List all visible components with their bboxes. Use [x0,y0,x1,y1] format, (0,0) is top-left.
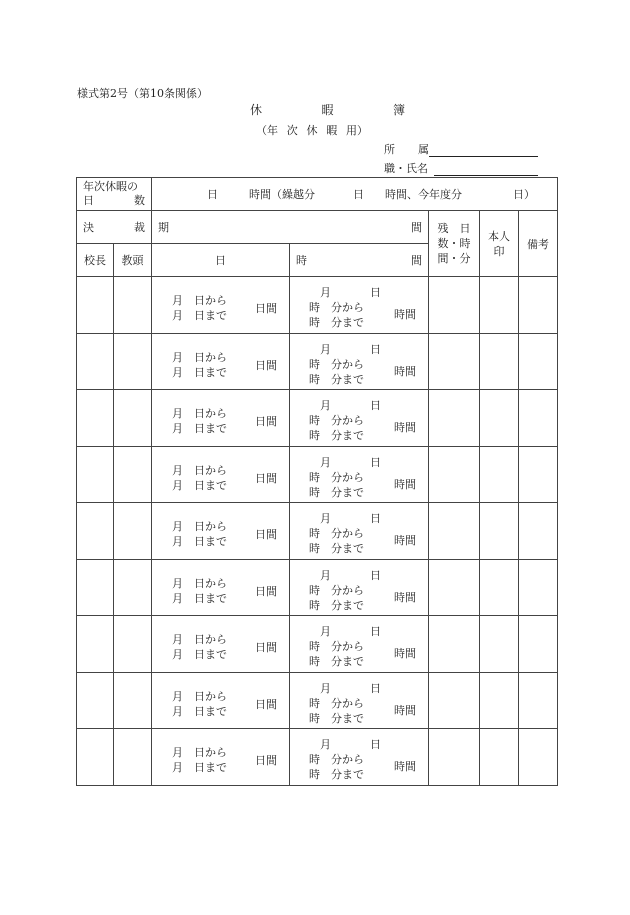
time-period-cell[interactable] [290,333,429,390]
time-month: 月 [320,455,331,469]
label-char: 決 [83,221,94,234]
label-line: 本人 [488,229,510,243]
seal-label [480,211,519,277]
header-row-approval [77,211,558,244]
subtitle-char: 次 [286,124,298,137]
principal-seal-cell[interactable] [77,672,114,729]
remarks-cell[interactable] [519,390,558,447]
label-line: 年次休暇の [83,180,138,193]
day-duration: 日間 [255,528,277,541]
seal-cell[interactable] [480,559,519,616]
time-duration: 時間 [394,421,416,434]
remarks-cell[interactable] [519,672,558,729]
remarks-label: 備考 [519,211,558,277]
days-unit: 日 [207,188,218,201]
day-to: 月 日まで [172,761,227,774]
seal-cell[interactable] [480,390,519,447]
day-from: 月 日から [172,350,227,364]
day-to: 月 日まで [172,535,227,548]
time-period-cell[interactable] [290,446,429,503]
principal-label: 校長 [77,244,114,277]
time-to: 時 分まで [309,598,364,612]
seal-cell[interactable] [480,729,519,786]
seal-cell[interactable] [480,333,519,390]
seal-cell[interactable] [480,503,519,560]
remaining-label [429,211,480,277]
days-unit: 日） [513,188,535,201]
day-from: 月 日から [172,576,227,590]
principal-seal-cell[interactable] [77,277,114,334]
table-row [77,446,558,503]
time-month: 月 [320,625,331,638]
day-to: 月 日まで [172,648,227,661]
label-char: 属 [418,143,429,156]
day-col-label: 日 [152,244,290,277]
time-from: 時 分から [309,357,364,371]
day-period-cell[interactable] [152,729,290,786]
time-from: 時 分から [309,301,364,314]
title-char: 暇 [321,103,334,117]
principal-seal-cell[interactable] [77,503,114,560]
subtitle-char: 用） [346,124,368,137]
time-period-cell[interactable] [290,672,429,729]
time-col-label [290,244,429,277]
time-month: 月 [320,512,331,525]
time-duration: 時間 [394,308,416,321]
day-to: 月 日まで [172,704,227,718]
vice-principal-seal-cell[interactable] [114,390,152,447]
affiliation-input-line[interactable] [429,145,538,157]
remaining-cell[interactable] [429,559,480,616]
time-to: 時 分まで [309,316,364,329]
remaining-cell[interactable] [429,616,480,673]
time-month: 月 [320,342,331,356]
table-row [77,390,558,447]
day-to: 月 日まで [172,365,227,379]
remaining-cell[interactable] [429,277,480,334]
day-from: 月 日から [172,463,227,477]
title-char: 簿 [392,103,405,117]
remarks-cell[interactable] [519,277,558,334]
subtitle-char: 暇 [326,124,338,137]
time-to: 時 分まで [309,429,364,442]
remaining-cell[interactable] [429,446,480,503]
day-period-cell[interactable] [152,333,290,390]
seal-cell[interactable] [480,446,519,503]
day-period-cell[interactable] [152,446,290,503]
time-duration: 時間 [394,647,416,660]
day-duration: 日間 [255,302,277,315]
seal-cell[interactable] [480,616,519,673]
principal-seal-cell[interactable] [77,333,114,390]
remarks-cell[interactable] [519,616,558,673]
time-month: 月 [320,738,331,751]
label-line: 印 [493,244,505,258]
time-duration: 時間 [394,590,416,604]
time-duration: 時間 [394,760,416,773]
subtitle-char: 休 [306,124,318,137]
day-duration: 日間 [255,641,277,654]
vice-principal-seal-cell[interactable] [114,672,152,729]
remaining-cell[interactable] [429,503,480,560]
time-from: 時 分から [309,753,364,766]
day-to: 月 日まで [172,478,227,492]
title-char: 休 [250,103,263,117]
vice-principal-seal-cell[interactable] [114,446,152,503]
table-row [77,672,558,729]
day-from: 月 日から [172,689,227,703]
time-duration: 時間 [394,703,416,717]
seal-cell[interactable] [480,672,519,729]
principal-seal-cell[interactable] [77,616,114,673]
subtitle-char: （年 [256,124,278,137]
carryover-label: 時間（繰越分 [249,188,315,201]
label-char: 間 [411,221,422,234]
day-period-cell[interactable] [152,559,290,616]
remaining-cell[interactable] [429,729,480,786]
time-from: 時 分から [309,414,364,427]
day-from: 月 日から [172,520,227,533]
time-period-cell[interactable] [290,559,429,616]
remaining-cell[interactable] [429,672,480,729]
table-row [77,559,558,616]
day-duration: 日間 [255,697,277,711]
vice-principal-seal-cell[interactable] [114,277,152,334]
remarks-cell[interactable] [519,446,558,503]
table-row [77,277,558,334]
day-from: 月 日から [172,294,227,307]
vice-principal-seal-cell[interactable] [114,333,152,390]
label-line: 残 日 [437,222,471,235]
period-label [152,211,429,244]
time-from: 時 分から [309,696,364,710]
time-to: 時 分まで [309,372,364,386]
annual-days-label [77,178,152,211]
time-day: 日 [370,455,381,469]
time-day: 日 [370,681,381,695]
position-name-input-line[interactable] [434,164,538,176]
time-day: 日 [370,286,381,299]
current-year-label: 時間、今年度分 [385,188,462,201]
day-to: 月 日まで [172,422,227,435]
day-period-cell[interactable] [152,672,290,729]
affiliation-label [384,141,429,157]
remarks-cell[interactable] [519,503,558,560]
vice-principal-seal-cell[interactable] [114,559,152,616]
principal-seal-cell[interactable] [77,446,114,503]
time-duration: 時間 [394,364,416,378]
time-period-cell[interactable] [290,277,429,334]
day-duration: 日間 [255,754,277,767]
header-row-annual-days [77,178,558,211]
page-title [250,101,405,118]
time-period-cell[interactable] [290,616,429,673]
seal-cell[interactable] [480,277,519,334]
days-unit: 日 [353,188,364,201]
time-day: 日 [370,568,381,582]
day-from: 月 日から [172,746,227,759]
vice-principal-seal-cell[interactable] [114,729,152,786]
position-name-label: 職・氏名 [384,162,428,175]
label-line: 間・分 [437,252,471,265]
day-to: 月 日まで [172,309,227,322]
label-char: 日 [83,194,94,207]
time-day: 日 [370,342,381,356]
time-period-cell[interactable] [290,390,429,447]
day-duration: 日間 [255,415,277,428]
vice-principal-label: 教頭 [114,244,152,277]
label-char: 数 [134,194,145,207]
time-duration: 時間 [394,534,416,547]
leave-ledger-table [76,177,558,786]
table-row [77,616,558,673]
time-month: 月 [320,399,331,412]
label-char: 時 [296,254,307,267]
time-period-cell[interactable] [290,503,429,560]
vice-principal-seal-cell[interactable] [114,503,152,560]
table-row [77,333,558,390]
approval-label [77,211,152,244]
time-day: 日 [370,625,381,638]
position-name-field [384,160,538,176]
day-from: 月 日から [172,633,227,646]
time-from: 時 分から [309,527,364,540]
time-period-cell[interactable] [290,729,429,786]
table-row [77,503,558,560]
time-to: 時 分まで [309,711,364,725]
affiliation-field [384,141,538,157]
principal-seal-cell[interactable] [77,559,114,616]
time-to: 時 分まで [309,768,364,781]
label-char: 間 [411,254,422,267]
annual-days-value[interactable] [152,178,558,211]
time-to: 時 分まで [309,485,364,499]
remarks-cell[interactable] [519,729,558,786]
day-from: 月 日から [172,407,227,420]
time-month: 月 [320,681,331,695]
time-to: 時 分まで [309,655,364,668]
remaining-cell[interactable] [429,333,480,390]
principal-seal-cell[interactable] [77,390,114,447]
label-char: 裁 [134,221,145,234]
day-period-cell[interactable] [152,390,290,447]
day-period-cell[interactable] [152,616,290,673]
label-line: 数・時 [437,237,471,250]
remarks-cell[interactable] [519,559,558,616]
day-period-cell[interactable] [152,277,290,334]
day-duration: 日間 [255,471,277,485]
page-subtitle [256,122,368,138]
time-from: 時 分から [309,583,364,597]
time-duration: 時間 [394,477,416,491]
time-month: 月 [320,286,331,299]
time-from: 時 分から [309,640,364,653]
vice-principal-seal-cell[interactable] [114,616,152,673]
time-to: 時 分まで [309,542,364,555]
form-number: 様式第2号（第10条関係） [77,87,208,100]
day-to: 月 日まで [172,591,227,605]
time-from: 時 分から [309,470,364,484]
day-period-cell[interactable] [152,503,290,560]
time-day: 日 [370,738,381,751]
day-duration: 日間 [255,358,277,372]
principal-seal-cell[interactable] [77,729,114,786]
label-char: 期 [158,221,169,234]
label-char: 所 [384,143,395,156]
time-day: 日 [370,512,381,525]
time-day: 日 [370,399,381,412]
time-month: 月 [320,568,331,582]
day-duration: 日間 [255,584,277,598]
remarks-cell[interactable] [519,333,558,390]
remaining-cell[interactable] [429,390,480,447]
table-row [77,729,558,786]
